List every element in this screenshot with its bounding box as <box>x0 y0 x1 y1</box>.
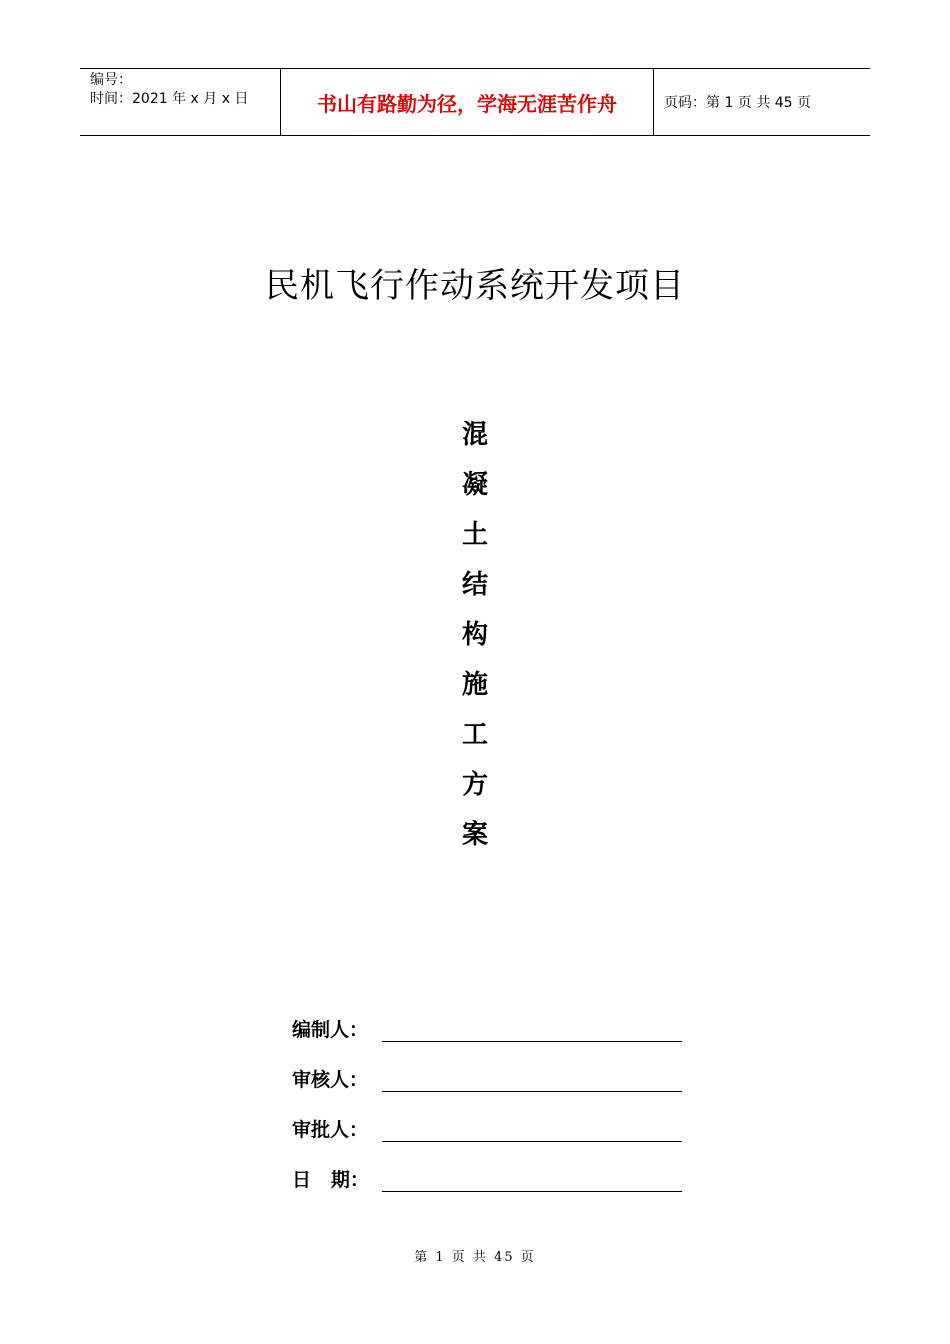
subtitle-char: 方 <box>461 770 488 800</box>
document-subtitle-vertical <box>445 410 505 860</box>
document-number: 编号： <box>90 72 132 88</box>
subtitle-char: 工 <box>461 720 488 750</box>
subtitle-char: 结 <box>461 570 488 600</box>
subtitle-char: 施 <box>461 670 488 700</box>
signature-line <box>382 1065 682 1092</box>
header-motto: 书山有路勤为径，学海无涯苦作舟 <box>281 69 654 135</box>
signature-line <box>382 1115 682 1142</box>
signature-line <box>382 1015 682 1042</box>
page-header <box>80 68 870 136</box>
page-footer: 第 1 页 共 45 页 <box>414 1250 536 1265</box>
subtitle-char: 凝 <box>461 470 488 500</box>
signature-label: 审批人： <box>292 1119 369 1141</box>
subtitle-char: 混 <box>461 420 488 450</box>
signature-label: 日 期： <box>292 1169 369 1191</box>
header-page-info: 页码：第 1 页 共 45 页 <box>664 95 811 111</box>
subtitle-char: 构 <box>461 620 488 650</box>
subtitle-char: 案 <box>461 820 488 850</box>
header-meta <box>80 69 281 135</box>
document-title: 民机飞行作动系统开发项目 <box>265 266 685 306</box>
subtitle-char: 土 <box>461 520 488 550</box>
signature-label: 编制人： <box>292 1019 369 1041</box>
signature-label: 审核人： <box>292 1069 369 1091</box>
signature-line <box>382 1165 682 1192</box>
document-date: 时间：2021 年 x 月 x 日 <box>90 91 249 107</box>
